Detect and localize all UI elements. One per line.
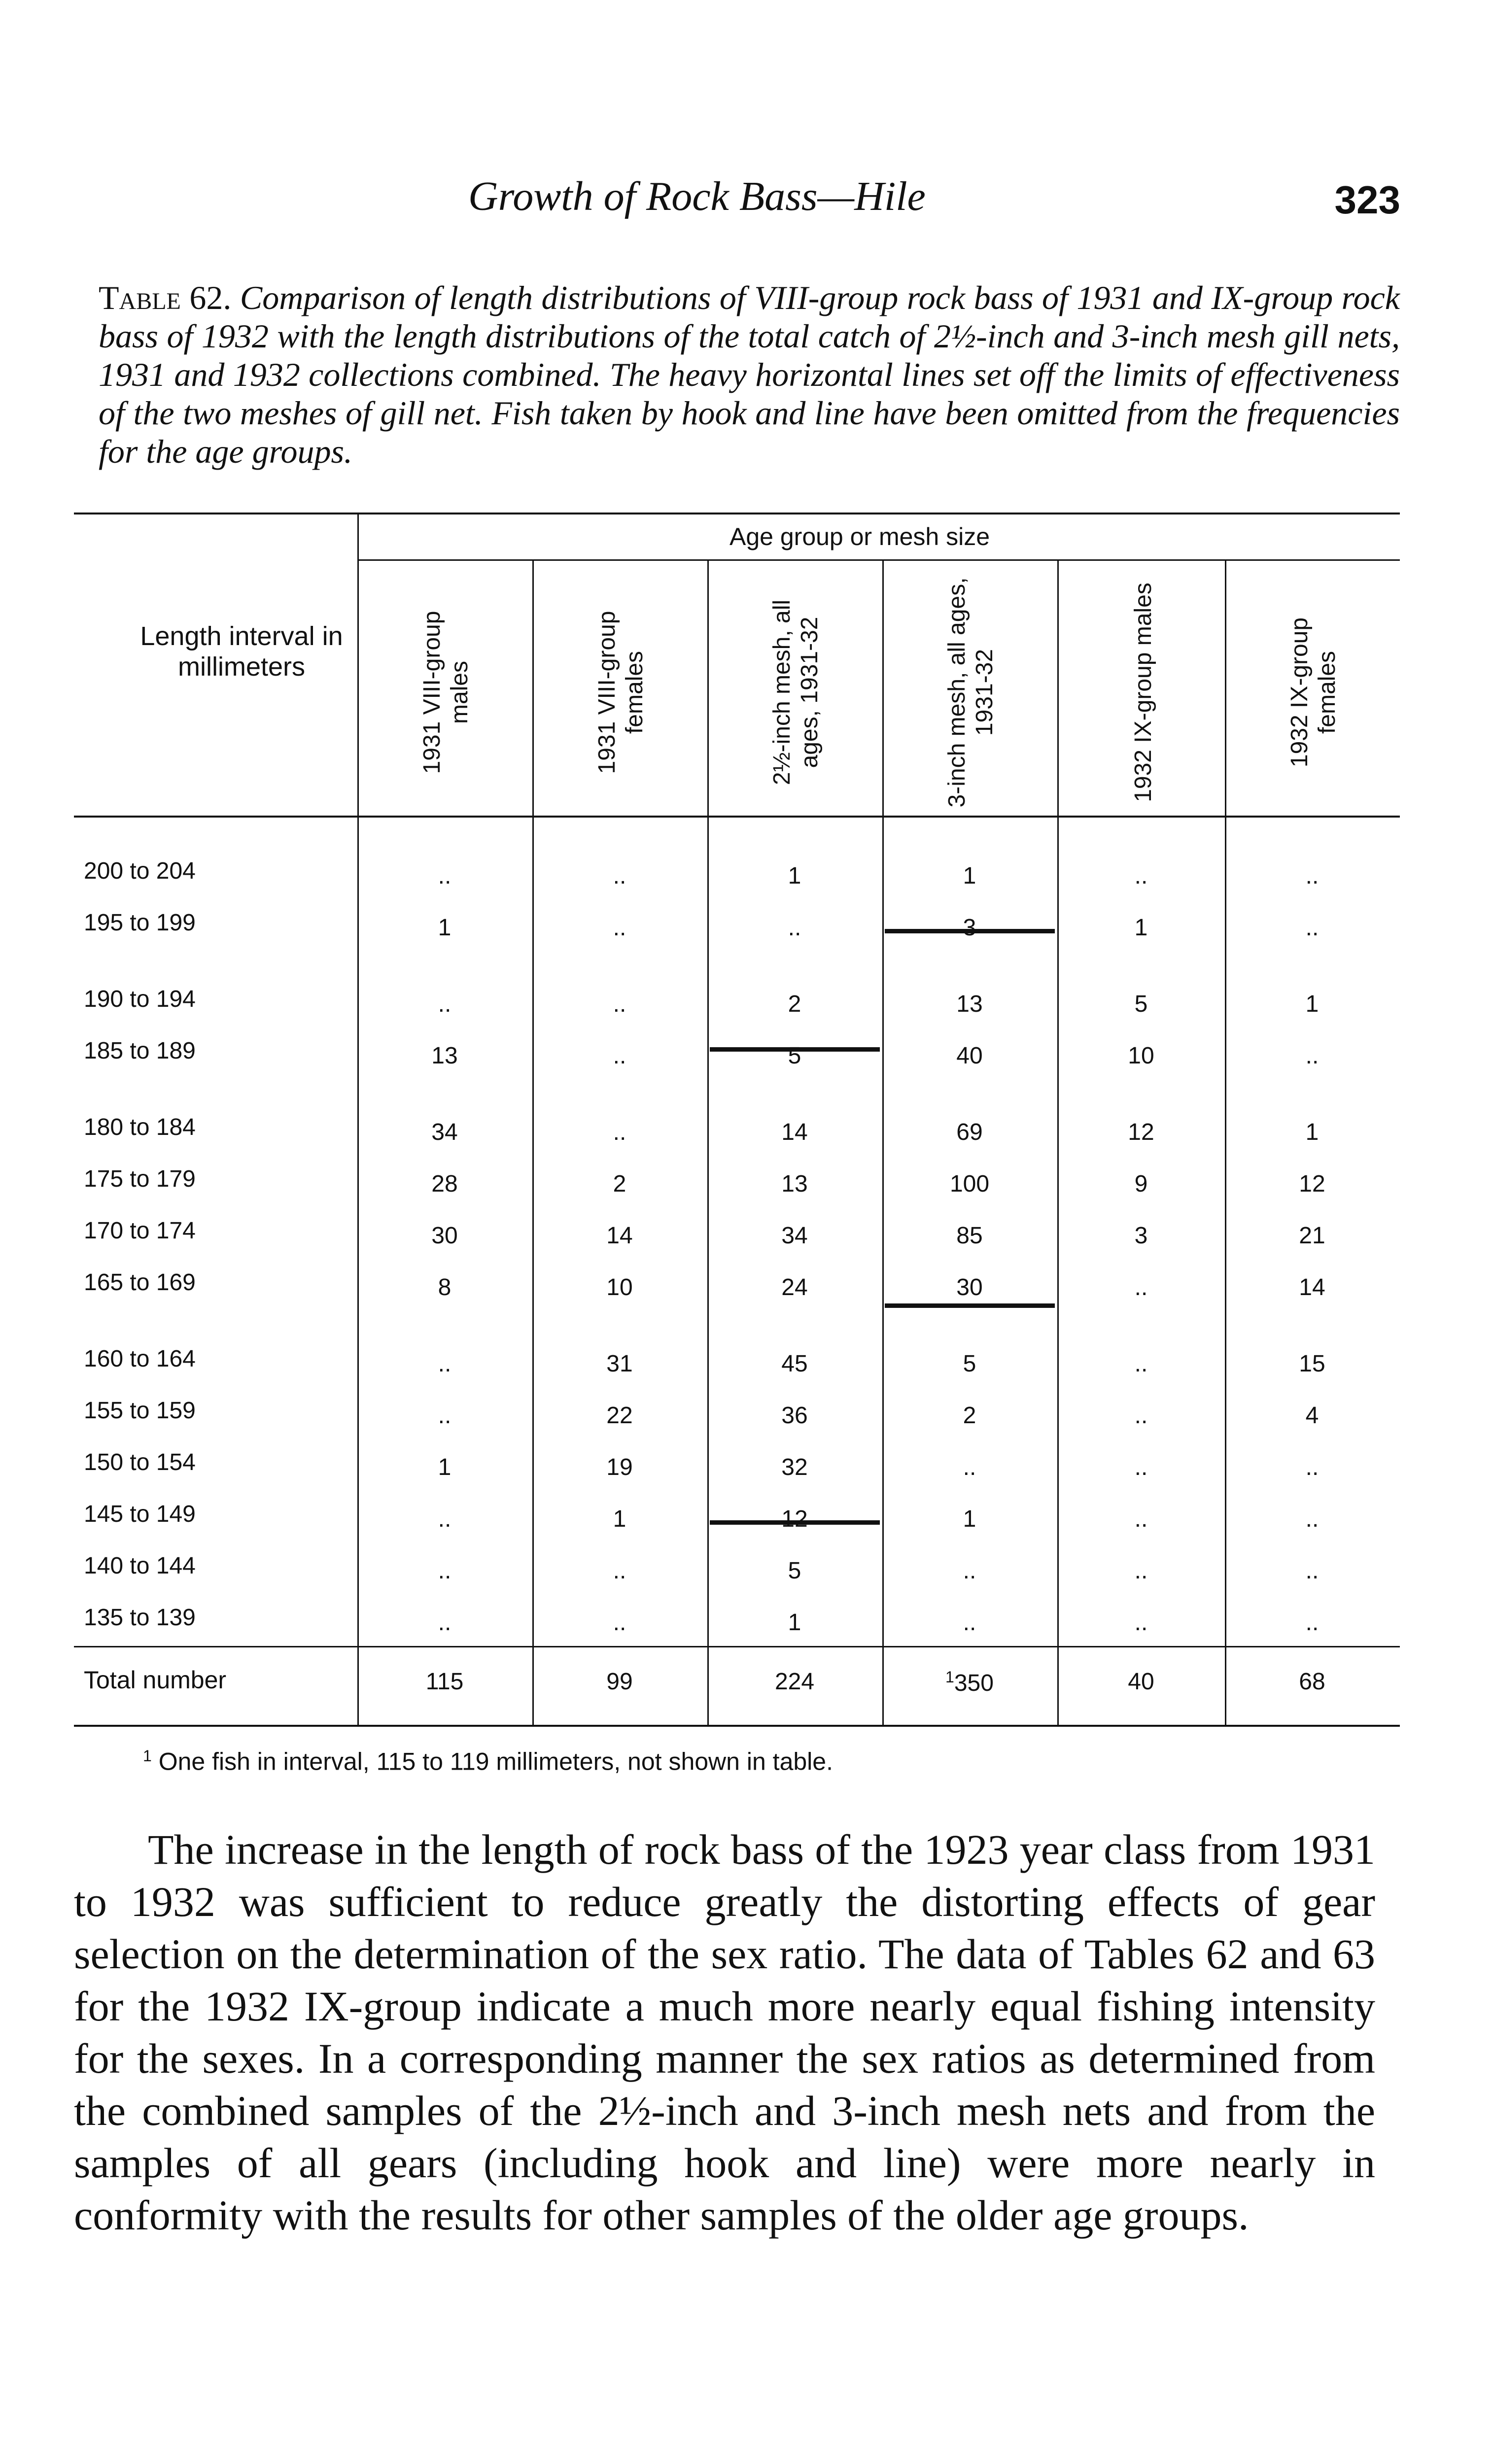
row-label: 200 to 204 bbox=[84, 858, 196, 884]
column-rule bbox=[357, 513, 359, 1725]
stub-heading: Length interval in millimeters bbox=[140, 621, 343, 682]
table-top-rule bbox=[74, 513, 1400, 514]
row-label: 155 to 159 bbox=[84, 1398, 196, 1424]
table-cell: .. bbox=[613, 1558, 626, 1584]
table-cell: 1 bbox=[1134, 915, 1148, 941]
column-rule bbox=[1057, 559, 1059, 1725]
table-cell: 10 bbox=[606, 1274, 633, 1300]
table-cell: 10 bbox=[1128, 1043, 1154, 1069]
running-title: Growth of Rock Bass—Hile bbox=[468, 173, 926, 219]
row-label: 185 to 189 bbox=[84, 1038, 196, 1064]
table-cell: .. bbox=[613, 915, 626, 941]
row-label: 160 to 164 bbox=[84, 1346, 196, 1372]
page-number: 323 bbox=[1334, 178, 1400, 222]
table-cell: 13 bbox=[781, 1171, 808, 1197]
table-cell: 15 bbox=[1299, 1351, 1325, 1377]
data-table bbox=[74, 513, 1400, 1740]
body-paragraph: The increase in the length of rock bass of the 1923 year class from 1931 to 1932 was sufficient to reduce greatly the distorting effects of gear selection on the determination of the sex ratio. The data of Tables 62 and 63 for the 1932 IX-group indicate a much more nearly equal fishing intensity for the sexes. In a corresponding manner the sex ratios as determined from the combined samples of the 2½-inch and 3-inch mesh nets and from the samples of all gears (including hook and line) were more nearly in conformity with the results for other samples of the older age groups. bbox=[74, 1826, 1375, 2239]
header-bottom-rule bbox=[74, 816, 1400, 818]
table-cell: 12 bbox=[1128, 1119, 1154, 1145]
column-header: 1931 VIII-group females bbox=[594, 611, 648, 774]
table-cell: .. bbox=[438, 863, 452, 889]
table-cell: .. bbox=[613, 991, 626, 1017]
table-cell: .. bbox=[1134, 863, 1148, 889]
row-label: 150 to 154 bbox=[84, 1449, 196, 1475]
column-header: 3-inch mesh, all ages, 1931-32 bbox=[944, 577, 998, 808]
table-cell: 69 bbox=[956, 1119, 983, 1145]
table-cell: 40 bbox=[956, 1043, 983, 1069]
table-cell: 5 bbox=[788, 1043, 801, 1069]
column-header: 1932 IX-group females bbox=[1286, 617, 1340, 768]
table-cell: .. bbox=[1305, 1609, 1319, 1636]
row-label: 135 to 139 bbox=[84, 1605, 196, 1631]
table-cell: .. bbox=[438, 1609, 452, 1636]
table-cell: 3 bbox=[1134, 1223, 1148, 1249]
table-cell: 34 bbox=[781, 1223, 808, 1249]
table-cell: .. bbox=[1134, 1454, 1148, 1480]
table-bottom-rule bbox=[74, 1725, 1400, 1727]
row-label: 140 to 144 bbox=[84, 1553, 196, 1579]
table-cell: 22 bbox=[606, 1403, 633, 1429]
table-cell: .. bbox=[438, 1351, 452, 1377]
table-cell: 24 bbox=[781, 1274, 808, 1300]
table-cell: .. bbox=[438, 1506, 452, 1532]
table-cell: 19 bbox=[606, 1454, 633, 1480]
total-cell: 115 bbox=[425, 1669, 464, 1695]
table-cell: 1 bbox=[963, 1506, 976, 1532]
total-top-rule bbox=[74, 1646, 1400, 1647]
table-cell: 1 bbox=[963, 863, 976, 889]
table-cell: .. bbox=[1305, 1506, 1319, 1532]
row-label: 175 to 179 bbox=[84, 1166, 196, 1192]
table-cell: 21 bbox=[1299, 1223, 1325, 1249]
footnote-marker: 1 bbox=[945, 1668, 954, 1686]
total-cell: 40 bbox=[1128, 1669, 1154, 1695]
table-cell: 85 bbox=[956, 1223, 983, 1249]
table-cell: .. bbox=[963, 1609, 976, 1636]
table-cell: .. bbox=[438, 1403, 452, 1429]
caption-text: Comparison of length distributions of VIII-group rock bass of 1931 and IX-group rock bass of 1932 with the length distributions of the total catch of 2½-inch and 3-inch mesh gill nets, 1931 and 1932 collections combined. The heavy horizontal lines set off the limits of effectiveness of the two meshes of gill net. Fish taken by hook and line have been omitted from the frequencies for the age groups. bbox=[99, 279, 1400, 470]
table-cell: 2 bbox=[613, 1171, 626, 1197]
column-rule bbox=[1225, 559, 1226, 1725]
row-label: 165 to 169 bbox=[84, 1269, 196, 1296]
table-cell: 1 bbox=[788, 863, 801, 889]
table-cell: 2 bbox=[788, 991, 801, 1017]
table-cell: 5 bbox=[788, 1558, 801, 1584]
table-cell: 31 bbox=[606, 1351, 633, 1377]
table-cell: 1 bbox=[613, 1506, 626, 1532]
table-cell: .. bbox=[438, 991, 452, 1017]
table-cell: 13 bbox=[431, 1043, 458, 1069]
table-cell: 1 bbox=[788, 1609, 801, 1636]
table-cell: 100 bbox=[949, 1171, 990, 1197]
table-cell: 14 bbox=[606, 1223, 633, 1249]
table-label: Table 62. bbox=[99, 279, 232, 316]
table-cell: .. bbox=[613, 1119, 626, 1145]
table-cell: .. bbox=[963, 1454, 976, 1480]
table-cell: .. bbox=[1305, 863, 1319, 889]
table-cell: 32 bbox=[781, 1454, 808, 1480]
column-rule bbox=[532, 559, 534, 1725]
row-label: 170 to 174 bbox=[84, 1218, 196, 1244]
footnote-marker: 1 bbox=[143, 1747, 152, 1765]
table-cell: 5 bbox=[1134, 991, 1148, 1017]
table-cell: 1 bbox=[438, 1454, 452, 1480]
table-cell: 2 bbox=[963, 1403, 976, 1429]
table-cell: .. bbox=[1305, 1454, 1319, 1480]
running-head bbox=[0, 163, 1494, 222]
table-cell: .. bbox=[1305, 1558, 1319, 1584]
table-cell: 1 bbox=[1305, 1119, 1319, 1145]
table-cell: 1 bbox=[438, 915, 452, 941]
total-cell: 99 bbox=[606, 1669, 633, 1695]
table-cell: 45 bbox=[781, 1351, 808, 1377]
table-cell: .. bbox=[1134, 1351, 1148, 1377]
row-label: 190 to 194 bbox=[84, 986, 196, 1012]
table-cell: 28 bbox=[431, 1171, 458, 1197]
mesh-limit-line bbox=[885, 1303, 1055, 1308]
row-label: 145 to 149 bbox=[84, 1501, 196, 1527]
row-label: 195 to 199 bbox=[84, 910, 196, 936]
table-cell: 13 bbox=[956, 991, 983, 1017]
table-cell: .. bbox=[1305, 1043, 1319, 1069]
table-cell: 4 bbox=[1305, 1403, 1319, 1429]
column-header: 1931 VIII-group males bbox=[419, 611, 473, 774]
total-cell: 224 bbox=[774, 1669, 815, 1695]
total-label: Total number bbox=[84, 1666, 227, 1694]
table-cell: .. bbox=[1134, 1274, 1148, 1300]
table-cell: .. bbox=[1134, 1506, 1148, 1532]
table-cell: 3 bbox=[963, 915, 976, 941]
table-cell: 12 bbox=[1299, 1171, 1325, 1197]
table-cell: 8 bbox=[438, 1274, 452, 1300]
total-cell: $^1$350 bbox=[945, 1668, 994, 1696]
column-header: 2½-inch mesh, all ages, 1931-32 bbox=[769, 599, 823, 786]
table-cell: .. bbox=[1305, 915, 1319, 941]
table-cell: 30 bbox=[956, 1274, 983, 1300]
table-cell: 9 bbox=[1134, 1171, 1148, 1197]
row-label: 180 to 184 bbox=[84, 1114, 196, 1140]
table-cell: .. bbox=[1134, 1609, 1148, 1636]
spanner-heading: Age group or mesh size bbox=[730, 523, 990, 550]
footnote bbox=[143, 1747, 833, 1776]
table-caption bbox=[99, 278, 1400, 471]
table-cell: .. bbox=[438, 1558, 452, 1584]
table-cell: 36 bbox=[781, 1403, 808, 1429]
table-cell: 30 bbox=[431, 1223, 458, 1249]
table-cell: .. bbox=[963, 1558, 976, 1584]
table-cell: .. bbox=[1134, 1558, 1148, 1584]
table-cell: .. bbox=[613, 1609, 626, 1636]
table-cell: 5 bbox=[963, 1351, 976, 1377]
table-cell: .. bbox=[613, 863, 626, 889]
table-cell: .. bbox=[788, 915, 801, 941]
spanner-rule bbox=[357, 559, 1400, 561]
column-rule bbox=[707, 559, 709, 1725]
table-cell: 14 bbox=[1299, 1274, 1325, 1300]
column-header: 1932 IX-group males bbox=[1130, 582, 1156, 802]
table-cell: 14 bbox=[781, 1119, 808, 1145]
total-cell: 68 bbox=[1299, 1669, 1325, 1695]
table-cell: 1 bbox=[1305, 991, 1319, 1017]
table-cell: .. bbox=[613, 1043, 626, 1069]
footnote-text: One fish in interval, 115 to 119 millimeters, not shown in table. bbox=[158, 1747, 833, 1776]
table-cell: 34 bbox=[431, 1119, 458, 1145]
table-cell: 12 bbox=[781, 1506, 808, 1532]
column-rule bbox=[882, 559, 884, 1725]
table-cell: .. bbox=[1134, 1403, 1148, 1429]
